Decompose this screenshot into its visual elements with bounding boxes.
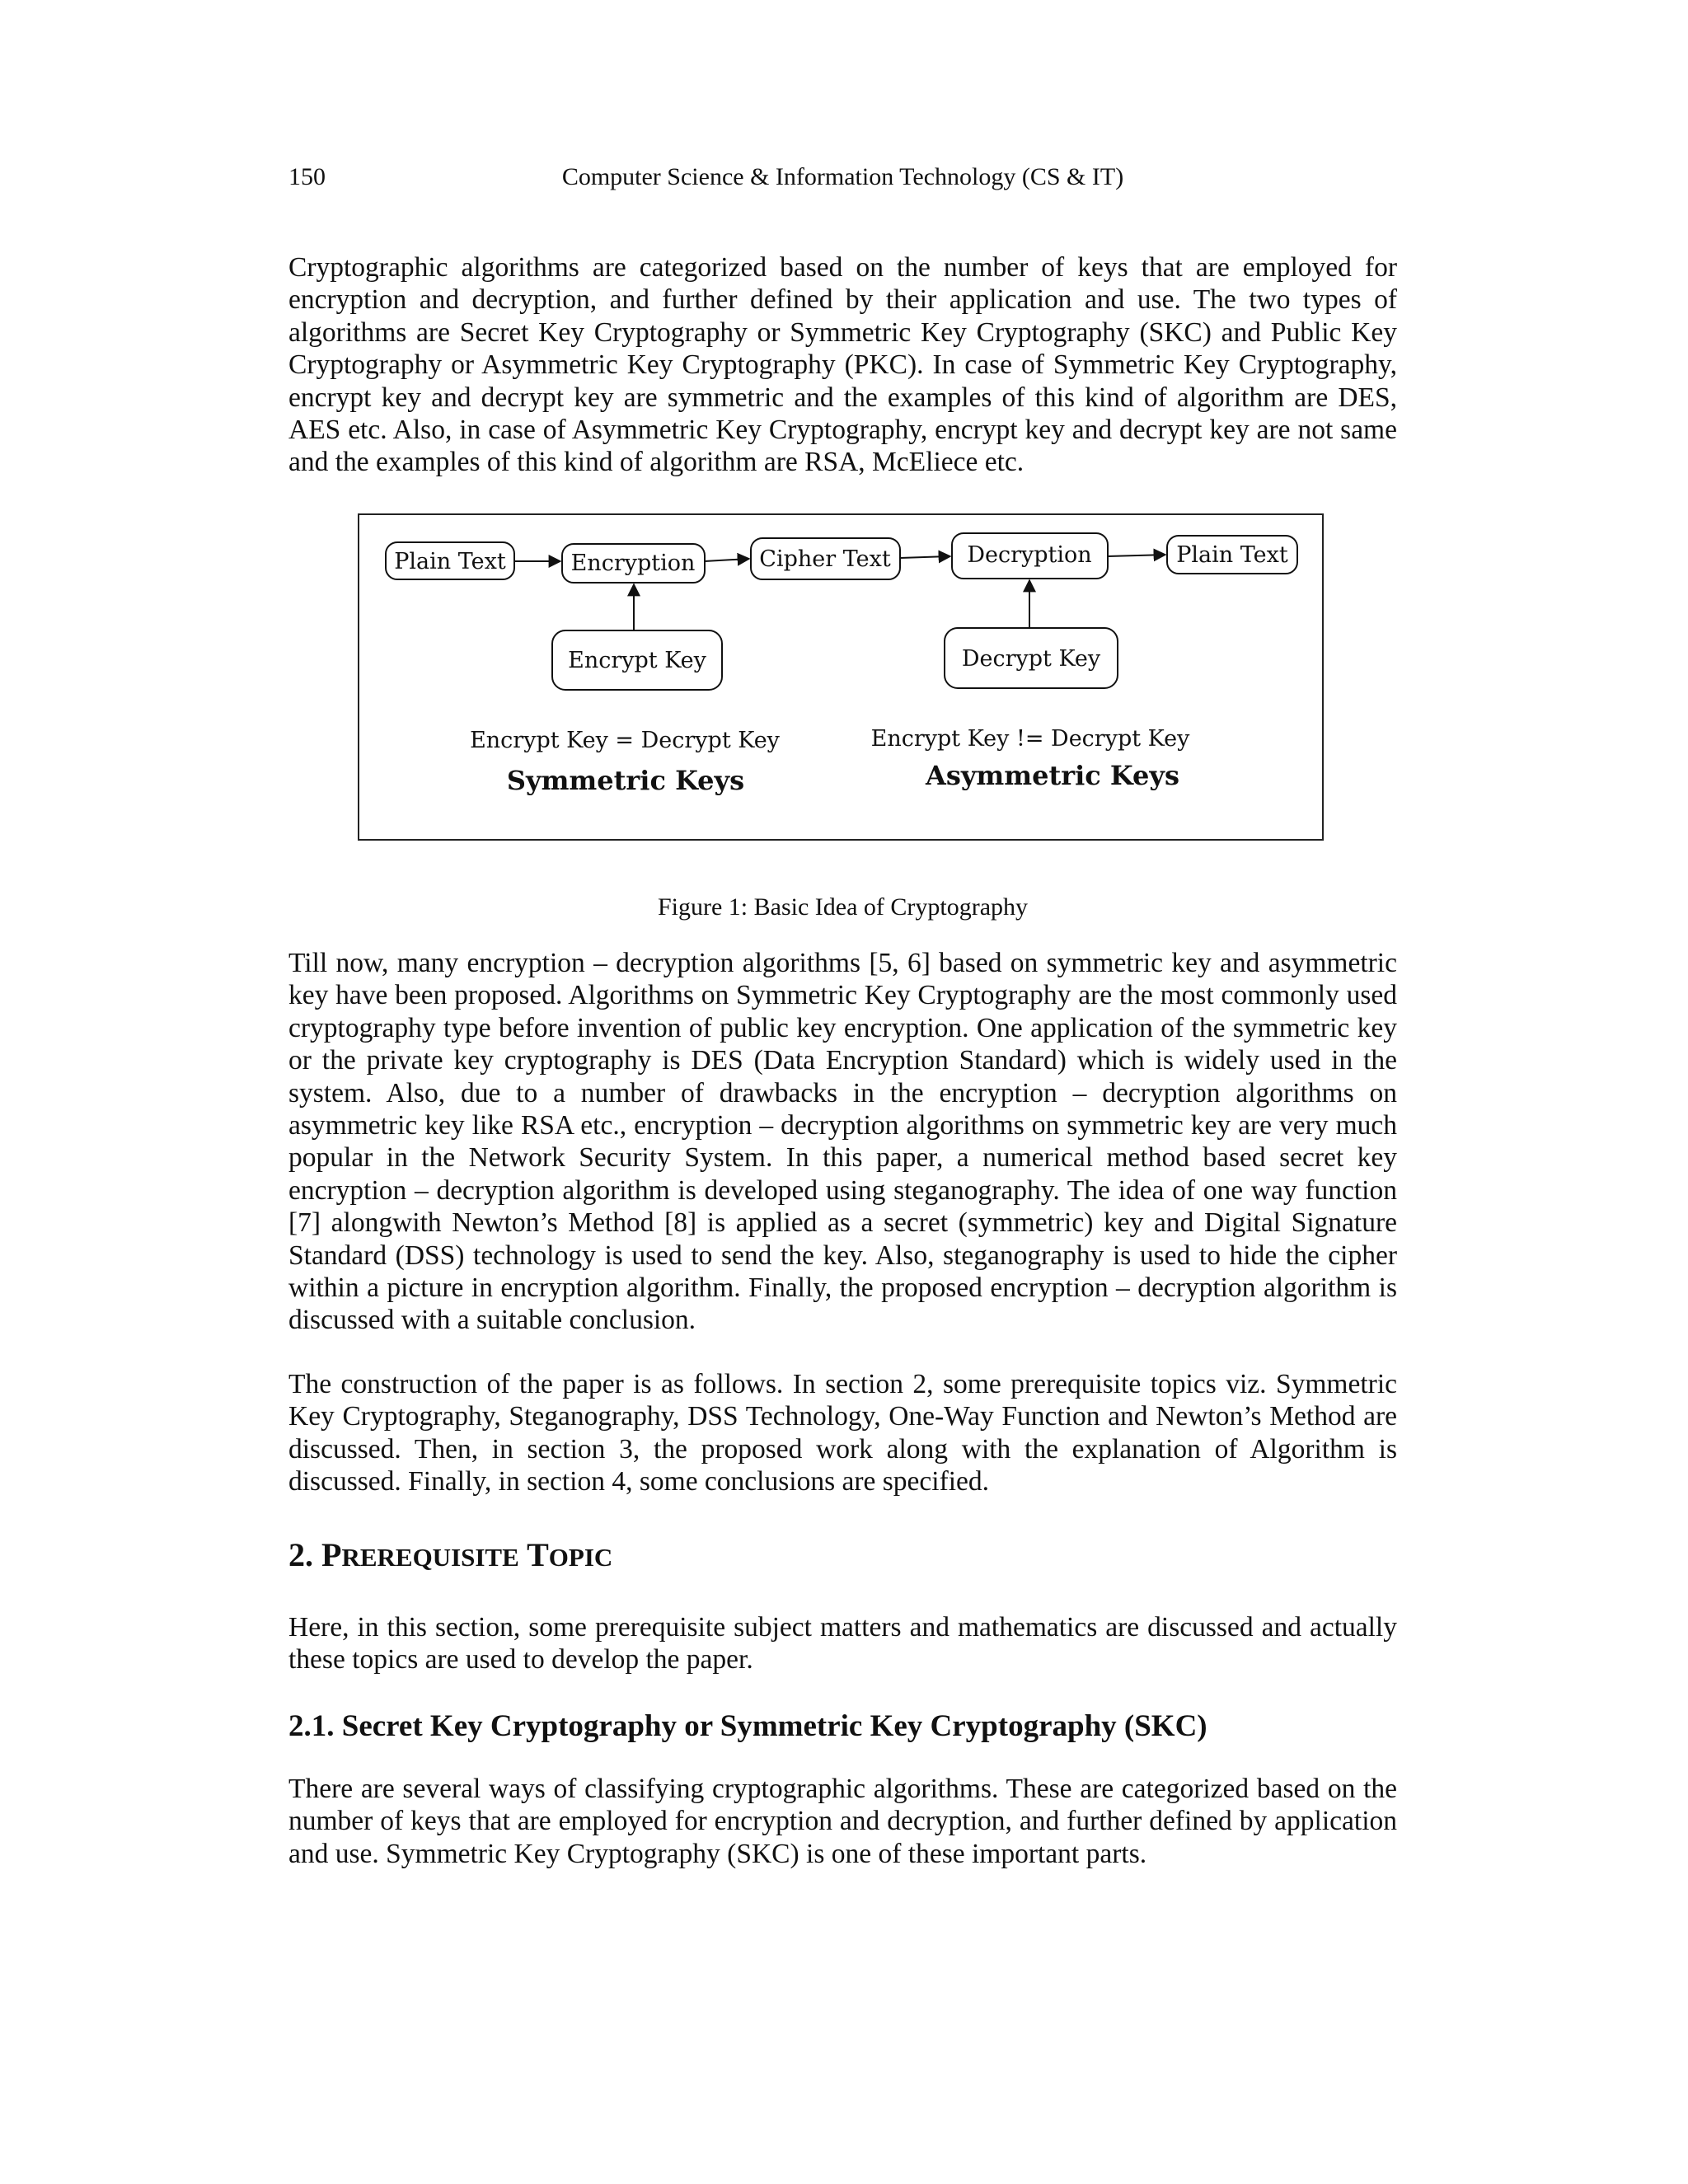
node-plain-text-input <box>386 542 514 579</box>
section-heading: 2. PREREQUISITE TOPIC <box>288 1536 613 1573</box>
svg-text:Decryption: Decryption <box>967 542 1092 568</box>
symmetric-equation: Encrypt Key = Decrypt Key <box>470 728 780 753</box>
paragraph-intro: Cryptographic algorithms are categorized based on the number of keys that are employed for encryption and decryption, and further defined by their application and use. The two types of algorithms are Secret Key Cryptography or Symmetric Key Cryptography (SKC) and Public Key Cryptography or Asymmetric Key Cryptography (PKC). In case of Symmetric Key Cryptography, encrypt key and decrypt key are symmetric and the examples of this kind of algorithm are DES, AES etc. Also, in case of Asymmetric Key Cryptography, encrypt key and decrypt key are not same and the examples of this kind of algorithm are RSA, McEliece etc. <box>288 252 1397 478</box>
node-encrypt-key <box>552 630 722 690</box>
svg-text:Plain Text: Plain Text <box>1176 542 1288 568</box>
svg-text:Plain Text: Plain Text <box>394 549 506 574</box>
paragraph-organization: The construction of the paper is as follows. In section 2, some prerequisite topics viz. Symmetric Key Cryptography, Steganography, DSS Technology, One-Way Function and Newton’s Method are discussed. Then, in section 3, the proposed work along with the explanation of Algorithm is discussed. Finally, in section 4, some conclusions are specified. <box>288 1369 1397 1497</box>
arrow-encryption-to-cipher <box>705 559 749 561</box>
symmetric-label: Symmetric Keys <box>506 765 745 796</box>
journal-title: Computer Science & Information Technology (CS & IT) <box>561 163 1124 190</box>
node-decryption <box>952 533 1108 579</box>
figure-caption: Figure 1: Basic Idea of Cryptography <box>657 893 1029 921</box>
node-plain-text-output <box>1167 536 1297 574</box>
svg-text:Encrypt Key: Encrypt Key <box>568 648 706 673</box>
svg-text:Decrypt Key: Decrypt Key <box>961 646 1101 672</box>
svg-text:Encryption: Encryption <box>570 551 696 576</box>
svg-text:Cipher Text: Cipher Text <box>759 546 891 572</box>
node-cipher-text <box>751 538 900 579</box>
page-number: 150 <box>288 163 326 190</box>
arrow-decryption-to-plain <box>1108 555 1165 556</box>
subsection-heading: 2.1. Secret Key Cryptography or Symmetric Key Cryptography (SKC) <box>288 1709 1207 1743</box>
node-encryption <box>562 544 705 583</box>
arrow-cipher-to-decryption <box>900 556 950 558</box>
paragraph-section-intro: Here, in this section, some prerequisite subject matters and mathematics are discussed and actually these topics are used to develop the paper. <box>288 1612 1397 1675</box>
paragraph-skc: There are several ways of classifying cryptographic algorithms. These are categorized based on the number of keys that are employed for encryption and decryption, and further defined by application and use. Symmetric Key Cryptography (SKC) is one of these important parts. <box>288 1774 1397 1869</box>
figure-1-diagram <box>358 513 1324 841</box>
paragraph-background: Till now, many encryption – decryption algorithms [5, 6] based on symmetric key and asymmetric key have been proposed. Algorithms on Symmetric Key Cryptography are the most commonly used cryptography type before invention of public key encryption. One application of the symmetric key or the private key cryptography is DES (Data Encryption Standard) which is widely used in the system. Also, due to a number of drawbacks in the encryption – decryption algorithms on asymmetric key like RSA etc., encryption – decryption algorithms on symmetric key are very much popular in the Network Security System. In this paper, a numerical method based secret key encryption – decryption algorithm is developed using steganography. The idea of one way function [7] alongwith Newton’s Method [8] is applied as a secret (symmetric) key and Digital Signature Standard (DSS) technology is used to send the key. Also, steganography is used to hide the cipher within a picture in encryption algorithm. Finally, the proposed encryption – decryption algorithm is discussed with a suitable conclusion. <box>288 948 1397 1336</box>
asymmetric-equation: Encrypt Key != Decrypt Key <box>870 726 1190 752</box>
asymmetric-label: Asymmetric Keys <box>925 760 1180 791</box>
page-header <box>288 161 1397 194</box>
node-decrypt-key <box>945 628 1118 688</box>
